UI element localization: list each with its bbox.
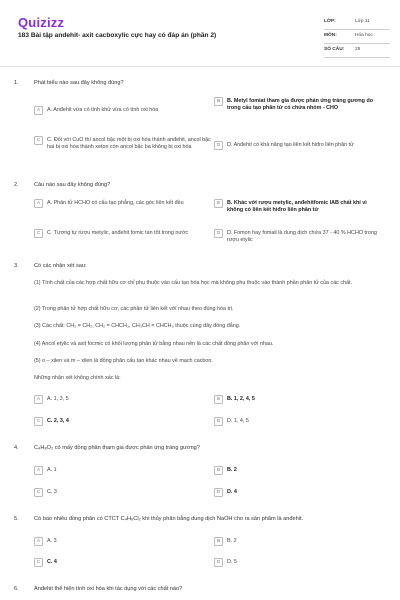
option-text: A. 1, 3, 5 bbox=[47, 396, 69, 402]
option-b[interactable] bbox=[214, 98, 384, 113]
option-c[interactable] bbox=[34, 230, 214, 238]
option-text: D. 4 bbox=[227, 489, 237, 495]
statement-5: (5) o – xilen và m – xilen là đồng phân cấu tạo khác nhau về mạch cacbon. bbox=[34, 358, 213, 364]
option-d[interactable] bbox=[214, 559, 384, 567]
option-text: D. 5 bbox=[227, 559, 237, 565]
option-text: C. Tương tự rượu metylic, anđehit fomic tan tốt trong nước bbox=[47, 230, 189, 236]
option-text: A. Phân tử HCHO có cấu tạo phẳng, các góc liên kết đều bbox=[47, 200, 184, 206]
option-letter-badge: D bbox=[214, 141, 223, 150]
question-number: 1. bbox=[14, 80, 19, 86]
option-c[interactable] bbox=[34, 418, 214, 426]
option-text: B. 2 bbox=[227, 467, 237, 473]
statement-1: (1) Tính chất của các hợp chất hữu cơ chỉ phụ thuộc vào cấu tạo hóa học mà không phụ thuộc vào thành phần phân tử của các chất. bbox=[34, 280, 353, 286]
question-text: Anđehit thể hiện tính oxi hóa khi tác dụng với các chất nào? bbox=[34, 586, 183, 592]
question-6 bbox=[14, 586, 386, 598]
option-letter-badge: A bbox=[34, 395, 43, 404]
option-text: C. 2, 3, 4 bbox=[47, 418, 69, 424]
option-letter-badge: B bbox=[214, 466, 223, 475]
question-text: Phát biểu nào sau đây không đúng? bbox=[34, 80, 124, 86]
question-3 bbox=[14, 263, 386, 435]
option-text: D. 1, 4, 5 bbox=[227, 418, 249, 424]
option-a[interactable] bbox=[34, 396, 214, 404]
question-text: Có các nhận xét sau: bbox=[34, 263, 87, 269]
option-letter-badge: C bbox=[34, 136, 43, 145]
option-a[interactable] bbox=[34, 467, 214, 475]
option-text: A. 3 bbox=[47, 538, 57, 544]
meta-key: SỐ CÂU: bbox=[324, 47, 345, 53]
question-number: 6. bbox=[14, 586, 19, 592]
option-b[interactable] bbox=[214, 467, 384, 475]
meta-value: Lớp 11 bbox=[355, 19, 370, 25]
option-letter-badge: C bbox=[34, 417, 43, 426]
option-letter-badge: A bbox=[34, 106, 43, 115]
option-b[interactable] bbox=[214, 538, 384, 546]
option-text: A. Anđehit vừa có tính khử vừa có tính oxi hóa bbox=[47, 107, 159, 113]
meta-row-grade bbox=[324, 16, 390, 30]
option-letter-badge: A bbox=[34, 199, 43, 208]
option-text: B. 2 bbox=[227, 538, 237, 544]
option-b[interactable] bbox=[214, 200, 384, 215]
question-number: 3. bbox=[14, 263, 19, 269]
option-letter-badge: B bbox=[214, 97, 223, 106]
question-text: C₄H₈O₂ có mấy đồng phân tham gia được phản ứng tráng gương? bbox=[34, 445, 200, 451]
option-b[interactable] bbox=[214, 396, 384, 404]
option-letter-badge: A bbox=[34, 537, 43, 546]
option-a[interactable] bbox=[34, 200, 214, 208]
page-title: 183 Bài tập andehit- axit cacboxylic cực hay có đáp án (phần 2) bbox=[18, 32, 217, 39]
option-text: D. Anđehit có khả năng tạo liên kết hiđro liên phân tử bbox=[227, 142, 354, 148]
option-d[interactable] bbox=[214, 418, 384, 426]
statement-2: (2) Trong phân tử hợp chất hữu cơ, các phân tử liên kết với nhau theo đúng hóa trị. bbox=[34, 306, 234, 312]
meta-key: MÔN: bbox=[324, 33, 337, 39]
option-text: C. 3 bbox=[47, 489, 57, 495]
option-letter-badge: B bbox=[214, 199, 223, 208]
meta-value: Hóa học bbox=[355, 33, 373, 39]
meta-table bbox=[324, 16, 390, 58]
question-5 bbox=[14, 516, 386, 572]
worksheet-header bbox=[18, 10, 382, 62]
statement-4: (4) Ancol etylic và axit focmic có khối lượng phân tử bằng nhau nên là các chất đồng phân với nhau. bbox=[34, 341, 274, 347]
question-4 bbox=[14, 445, 386, 501]
option-letter-badge: D bbox=[214, 488, 223, 497]
question-prompt: Những nhận xét không chính xác là: bbox=[34, 375, 121, 381]
header-divider bbox=[0, 66, 400, 67]
meta-row-question-count bbox=[324, 44, 390, 58]
option-text: A. 1 bbox=[47, 467, 57, 473]
option-a[interactable] bbox=[34, 107, 214, 115]
option-c[interactable] bbox=[34, 559, 214, 567]
option-text: C. 4 bbox=[47, 559, 57, 565]
option-letter-badge: C bbox=[34, 488, 43, 497]
question-number: 2. bbox=[14, 182, 19, 188]
option-c[interactable] bbox=[34, 137, 214, 152]
question-1 bbox=[14, 80, 386, 180]
option-letter-badge: A bbox=[34, 466, 43, 475]
option-text: B. Khác với rượu metylic, anđehitfomic lAB chất khí vì không có liên kết hiđro liên phân tử bbox=[227, 200, 367, 214]
option-a[interactable] bbox=[34, 538, 214, 546]
option-letter-badge: C bbox=[34, 229, 43, 238]
option-letter-badge: C bbox=[34, 558, 43, 567]
option-d[interactable] bbox=[214, 489, 384, 497]
option-text: D. Fomon hay fomali là dung dịch chứa 37 - 40 % HCHO trong rượu etylic bbox=[227, 230, 377, 244]
option-letter-badge: B bbox=[214, 537, 223, 546]
quizizz-logo: Quizizz bbox=[18, 15, 65, 30]
meta-row-subject bbox=[324, 30, 390, 44]
option-letter-badge: D bbox=[214, 558, 223, 567]
option-letter-badge: D bbox=[214, 229, 223, 238]
question-text: Có bao nhiêu đồng phân có CTCT C₄H₆Cl₂ khi thủy phân bằng dung dịch NaOH cho ra sản phẩm là anđehit. bbox=[34, 516, 304, 522]
option-text: C. Đối với CuO thì ancol bậc một bị oxi hóa thành anđehit, ancol bậc hai bị oxi hóa thành xeton còn ancol bậc ba không bị oxi hóa bbox=[47, 137, 211, 151]
option-text: B. 1, 2, 4, 5 bbox=[227, 396, 255, 402]
statement-3: (3) Các chất: CH₂ = CH₂, CH₂ = CHCH₃, CH₃CH = CHCH₃ thuộc cùng dãy đồng đẳng. bbox=[34, 323, 241, 329]
option-text: B. Metyl fomiat tham gia được phản ứng tráng gương do trong cấu tạo phân tử có chứa nhóm - CHO bbox=[227, 98, 374, 112]
question-number: 5. bbox=[14, 516, 19, 522]
meta-value: 25 bbox=[355, 47, 361, 53]
option-c[interactable] bbox=[34, 489, 214, 497]
option-letter-badge: D bbox=[214, 417, 223, 426]
question-2 bbox=[14, 182, 386, 256]
option-d[interactable] bbox=[214, 142, 384, 150]
option-letter-badge: B bbox=[214, 395, 223, 404]
question-number: 4. bbox=[14, 445, 19, 451]
meta-key: LỚP: bbox=[324, 19, 336, 25]
question-text: Câu nào sau đây không đúng? bbox=[34, 182, 111, 188]
option-d[interactable] bbox=[214, 230, 384, 245]
